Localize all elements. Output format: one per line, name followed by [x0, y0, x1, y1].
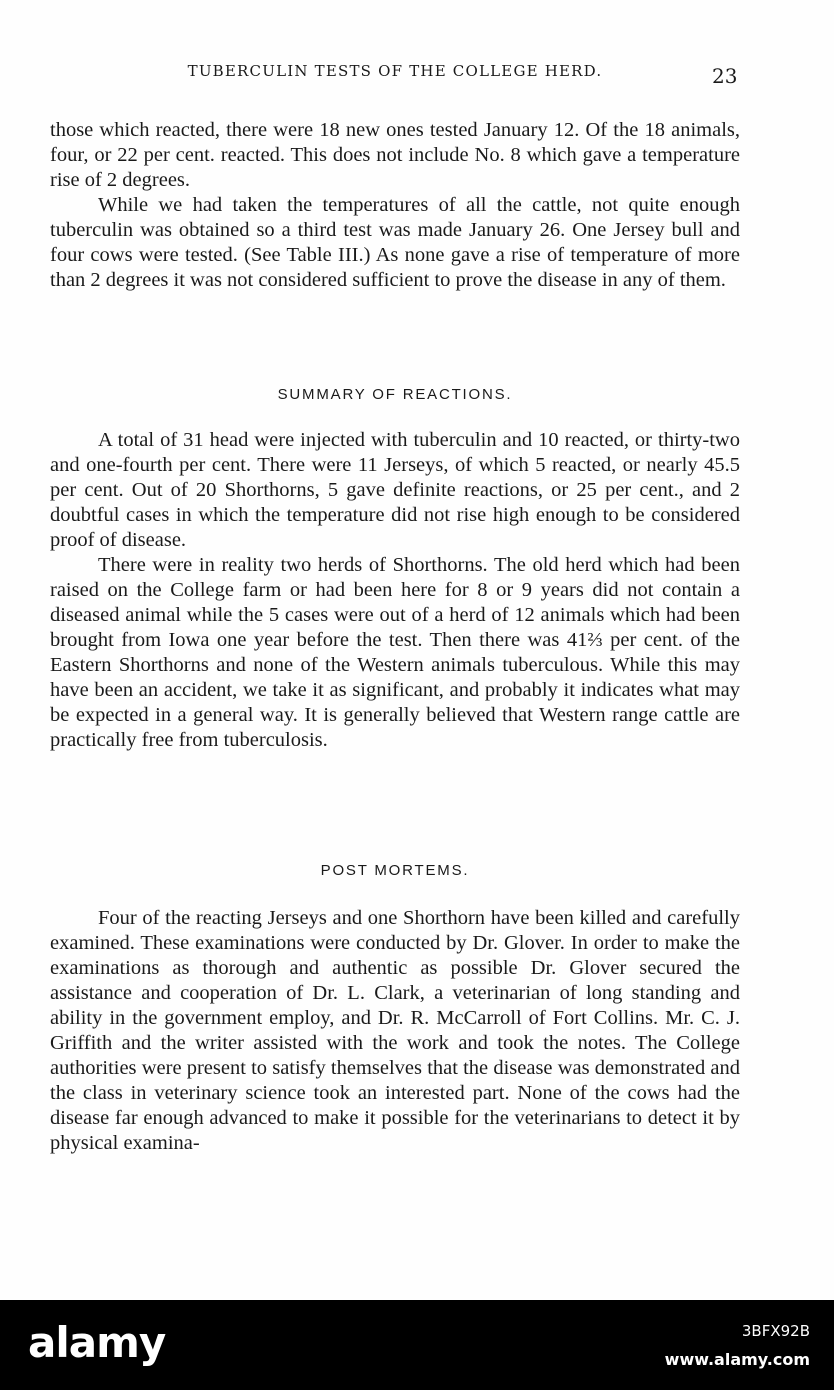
section-heading-post-mortems: POST MORTEMS.: [320, 862, 470, 879]
section-summary: [50, 428, 740, 753]
section-intro: [50, 118, 740, 293]
paragraph: While we had taken the temperatures of all the cattle, not quite enough tuberculin was obtained so a third test was made January 26. One Jersey bull and four cows were tested. (See Table III.) As none gave a rise of temperature of more than 2 degrees it was not considered sufficient to prove the disease in any of them.: [50, 194, 740, 291]
image-id-block: [665, 1322, 810, 1369]
page-number: 23: [712, 64, 738, 88]
paragraph: There were in reality two herds of Shorthorns. The old herd which had been raised on the College farm or had been here for 8 or 9 years did not contain a diseased animal while the 5 cases were out of a herd of 12 animals which had been brought from Iowa one year before the test. Then there was 41⅔ per cent. of the Eastern Shorthorns and none of the Western animals tuberculous. While this may have been an accident, we take it as significant, and probably it indicates what may be expected in a general way. It is generally believed that Western range cattle are practically free from tuberculosis.: [50, 554, 740, 751]
paragraph: A total of 31 head were injected with tuberculin and 10 reacted, or thirty-two and one-fourth per cent. There were 11 Jerseys, of which 5 reacted, or nearly 45.5 per cent. Out of 20 Shorthorns, 5 gave definite reactions, or 25 per cent., and 2 doubtful cases in which the temperature did not rise high enough to be considered proof of disease.: [50, 429, 740, 551]
section-post-mortems: [50, 906, 740, 1156]
paragraph: those which reacted, there were 18 new ones tested January 12. Of the 18 animals, four, or 22 per cent. reacted. This does not include No. 8 which gave a temperature rise of 2 degrees.: [50, 119, 740, 191]
section-heading-summary: SUMMARY OF REACTIONS.: [277, 386, 513, 403]
paragraph: Four of the reacting Jerseys and one Shorthorn have been killed and carefully examined. These examinations were conducted by Dr. Glover. In order to make the examinations as thorough and authentic as possible Dr. Glover secured the assistance and cooperation of Dr. L. Clark, a veterinarian of long standing and ability in the government employ, and Dr. R. McCarroll of Fort Collins. Mr. C. J. Griffith and the writer assisted with the work and took the notes. The College authorities were present to satisfy themselves that the disease was demonstrated and the class in veterinary science took an interested part. None of the cows had the disease far enough advanced to make it possible for the veterinarians to detect it by physical examina-: [50, 907, 740, 1154]
image-code: 3BFX92B: [741, 1322, 810, 1340]
site-url: www.alamy.com: [664, 1350, 810, 1369]
alamy-logo: alamy: [28, 1318, 166, 1367]
watermark-footer: [0, 1300, 834, 1390]
running-title: TUBERCULIN TESTS OF THE COLLEGE HERD.: [187, 62, 603, 80]
